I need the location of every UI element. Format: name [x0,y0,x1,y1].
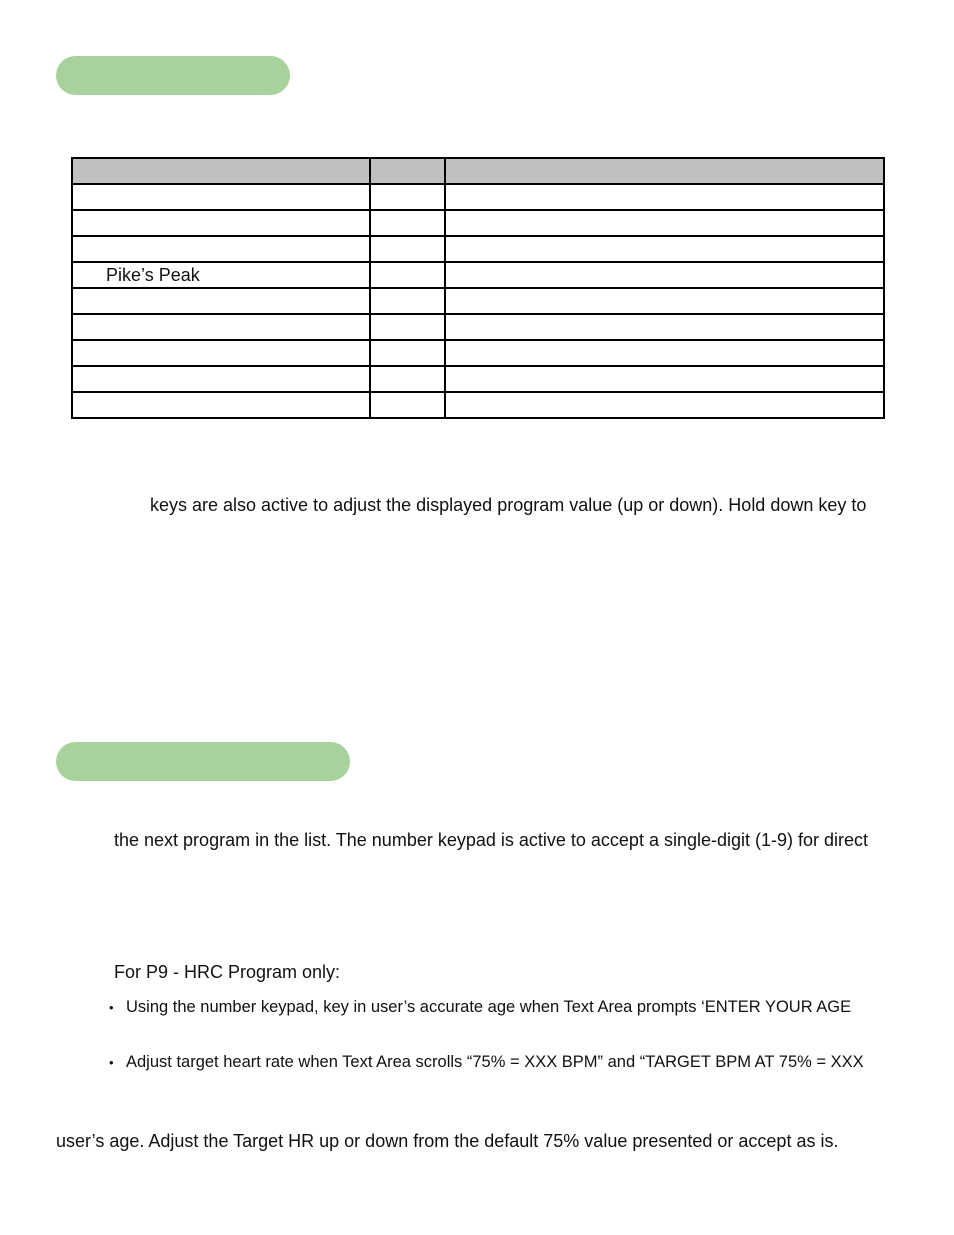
program-code-cell [370,340,445,366]
program-name-cell [72,184,370,210]
program-code-cell [370,392,445,418]
section-heading-pill [56,742,350,781]
program-code-cell [370,288,445,314]
program-name-cell: Pike’s Peak [72,262,370,288]
program-code-cell [370,262,445,288]
table-row [72,340,884,366]
table-row [72,262,884,288]
table-header-cell [370,158,445,184]
program-description-cell [445,184,884,210]
program-name-cell [72,366,370,392]
program-description-cell [445,340,884,366]
program-description-cell [445,288,884,314]
table-row [72,288,884,314]
table-header-cell [445,158,884,184]
table-row [72,184,884,210]
keys-paragraph-line: keys are also active to adjust the displayed program value (up or down). Hold down key to [150,495,867,515]
program-name-cell [72,210,370,236]
program-code-cell [370,184,445,210]
bullet-icon: • [109,1000,114,1015]
table-row [72,314,884,340]
program-description-cell [445,236,884,262]
program-code-cell [370,314,445,340]
table-header-cell [72,158,370,184]
table-row [72,236,884,262]
bullet-icon: • [109,1055,114,1070]
table-row [72,392,884,418]
program-name-cell [72,340,370,366]
program-description-cell [445,210,884,236]
table-row [72,366,884,392]
program-code-cell [370,236,445,262]
program-code-cell [370,210,445,236]
program-description-cell [445,314,884,340]
program-description-cell [445,392,884,418]
program-name-cell [72,236,370,262]
p9-heading: For P9 - HRC Program only: [114,962,341,982]
list-item [109,1052,864,1073]
program-name-cell [72,288,370,314]
program-description-cell [445,366,884,392]
program-name-cell [72,392,370,418]
program-table [71,157,885,419]
list-item-text: Using the number keypad, key in user’s accurate age when Text Area prompts ‘ENTER YOUR AGE [126,998,852,1016]
program-name-cell [72,314,370,340]
next-program-paragraph-line: the next program in the list. The number keypad is active to accept a single-digit (1-9) for direct [114,830,869,850]
table-row [72,210,884,236]
list-item [109,997,851,1018]
program-description-cell [445,262,884,288]
list-item-text: Adjust target heart rate when Text Area scrolls “75% = XXX BPM” and “TARGET BPM AT 75% = XXX [126,1053,864,1071]
program-code-cell [370,366,445,392]
table-header-row [72,158,884,184]
section-heading-pill [56,56,290,95]
age-paragraph-line: user’s age. Adjust the Target HR up or down from the default 75% value presented or accept as is. [56,1131,839,1151]
